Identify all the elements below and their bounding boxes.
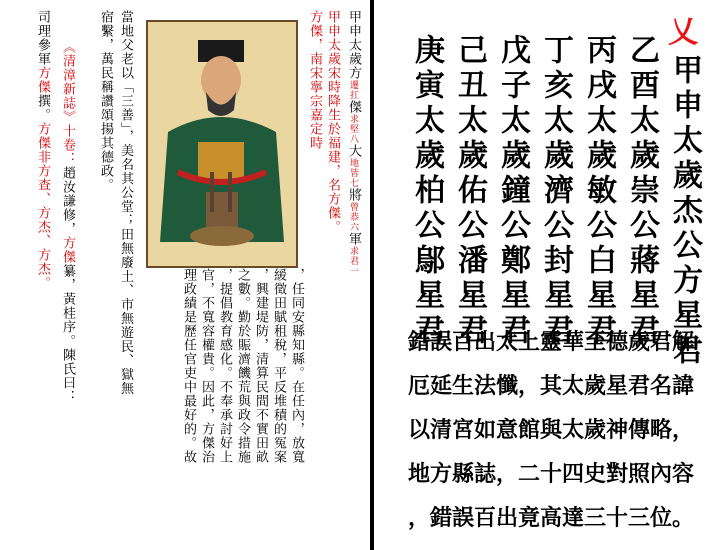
text-column-9: 官，不寬容權貴。因此，方傑治: [199, 268, 214, 464]
note-line-2: 厄延生法懺，其太歲星君名諱: [407, 373, 694, 399]
text-column-10: 理政績是歷任官吏中最好的。故: [181, 268, 196, 464]
text-column-12: 宿繫，萬民稱讚頌揚其德政。: [98, 10, 113, 192]
red-x-mark: 乂: [668, 15, 698, 50]
title-column-5: 戊子太歲鐘公鄭星君: [495, 34, 530, 349]
name-char-jie: 傑: [346, 100, 361, 114]
text-column-2: [325, 10, 340, 234]
text-column-5: 緩徵田賦租稅，平反堆積的冤案: [271, 268, 286, 464]
portrait-image: [146, 20, 298, 268]
text-column-7: 之數。勤於賑濟饑荒與政令措施: [235, 268, 250, 464]
text-column-4: ，任同安縣知縣。在任內，放寬: [289, 268, 304, 464]
title-column-7: 庚寅太歲柏公鄔星君: [409, 34, 444, 349]
title-column-2: 乙酉太歲崇公蔣星君: [624, 34, 659, 349]
annotation-3: 地皆七: [348, 158, 358, 188]
note-line-4: 地方縣誌，二十四史對照內容: [407, 461, 694, 487]
intro-text: 方傑，南宋寧宗嘉定時: [307, 10, 322, 150]
name-char-jun: 軍: [346, 232, 361, 246]
title-column: [345, 10, 361, 276]
note-line-1: 錯誤百出太上靈華至德歲君解: [407, 329, 694, 355]
annotation-2: 求堅八: [348, 114, 358, 144]
annotation-5: 求君一: [348, 246, 358, 276]
text-column-8: ，提倡教育感化。不奉承討好上: [217, 268, 232, 464]
birth-text: 甲申太歲宋時降生於福建，名方傑。: [325, 10, 340, 234]
title-column-3: 丙戌太歲敏公白星君: [581, 34, 616, 349]
text-column-6: ，興建堤防，清算民間不實田畝: [253, 268, 268, 464]
title-column-4: 丁亥太歲濟公封星君: [538, 34, 573, 349]
title-column-6: 己丑太歲佑公潘星君: [452, 34, 487, 349]
note-line-3: 以清宮如意館與太歲神傳略，: [407, 417, 694, 443]
text-column-14: 司理參軍方傑撰。方傑非方查、方杰、方杰。: [35, 10, 50, 290]
note-line-5: ，錯誤百出竟高達三十三位。: [407, 505, 694, 531]
text-column-3: [307, 10, 322, 150]
annotation-1: 遷扛: [348, 80, 358, 100]
text-column-13: 《清漳新誌》十卷：趙汝謙修，方傑纂，黃桂序。陳氏曰：: [60, 40, 75, 404]
name-char-jiang: 將: [346, 188, 361, 202]
title-column-1: 甲申太歲杰公方星君: [667, 54, 702, 369]
title-text: 甲申太歲方: [346, 10, 361, 80]
text-column-11: 當地父老以「三善」，美名其公堂；田無廢土、市無遊民、獄無: [118, 10, 133, 396]
annotation-4: 曾恭六: [348, 202, 358, 232]
name-char-da: 大: [346, 144, 361, 158]
